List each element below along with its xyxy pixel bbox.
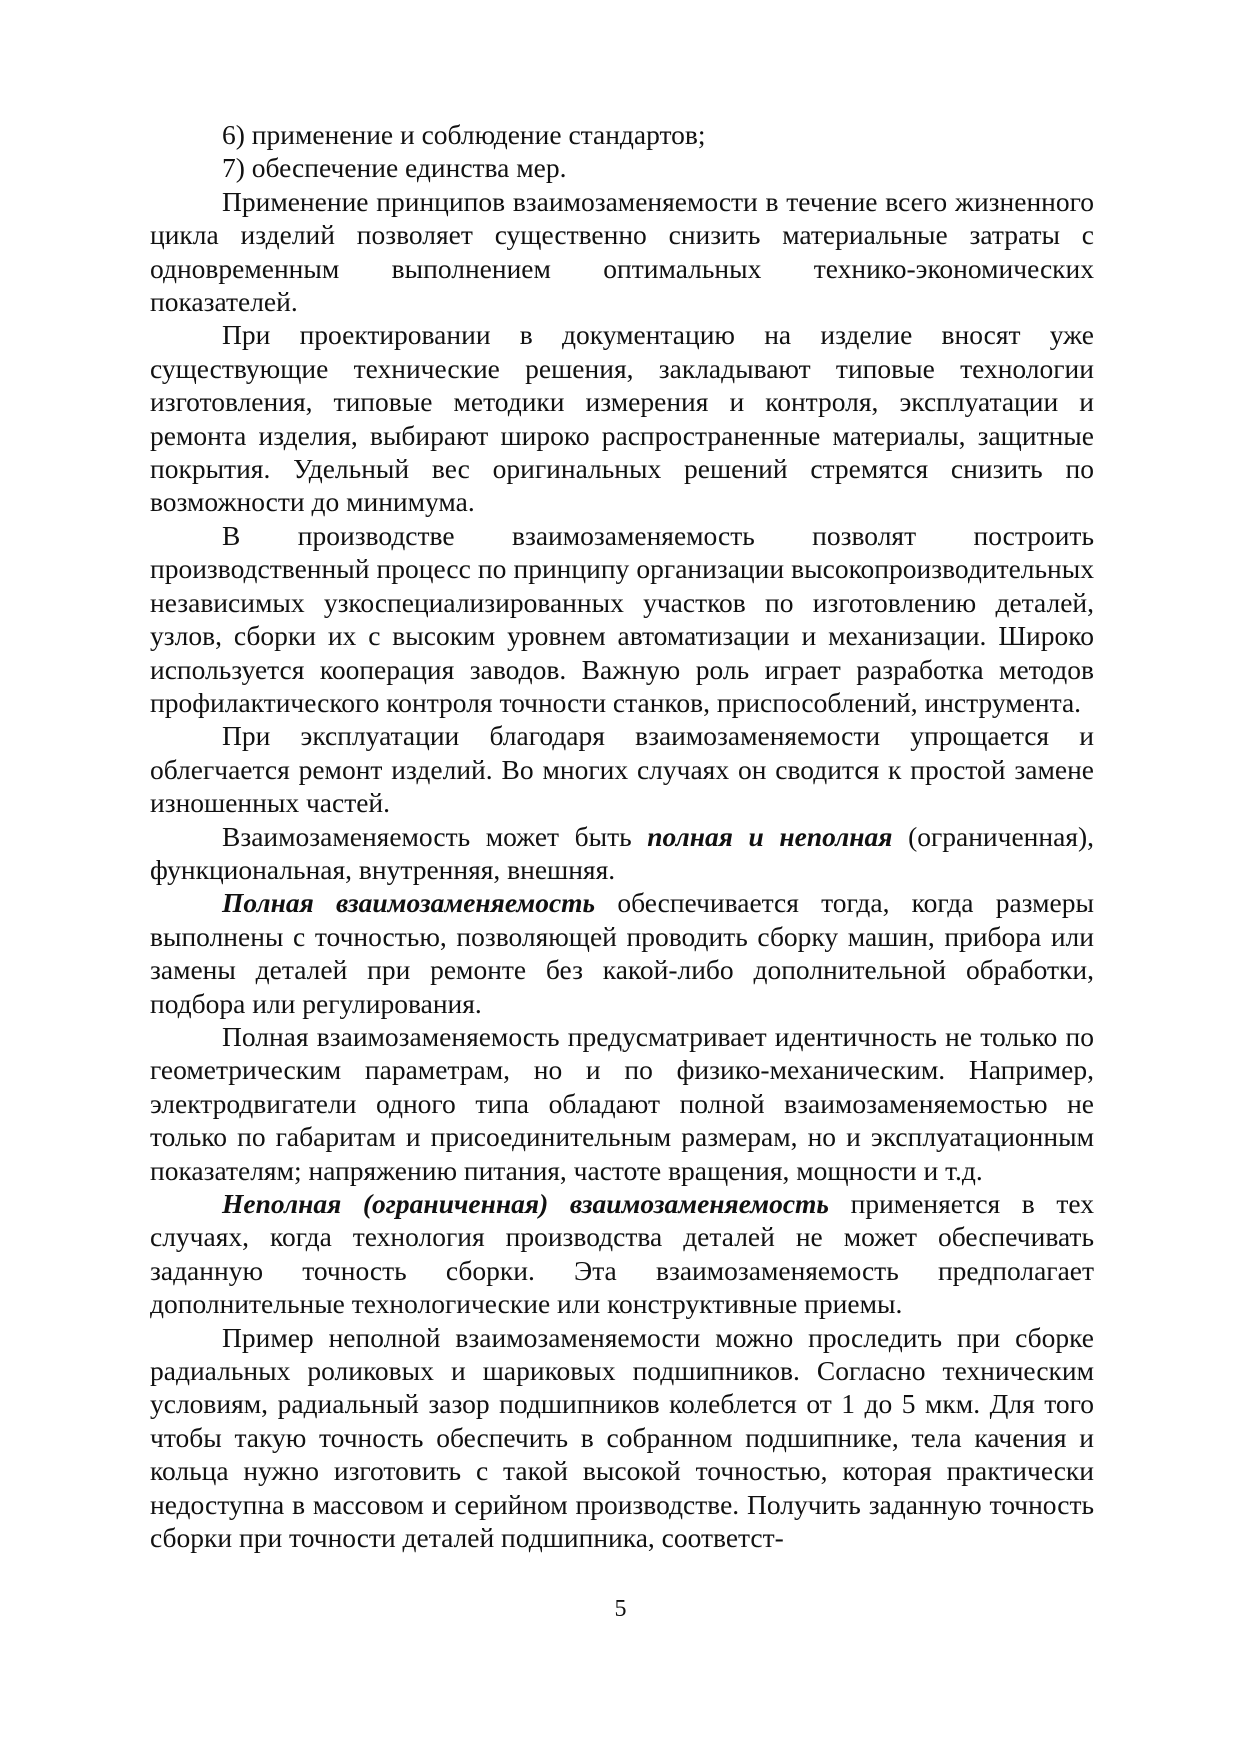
types-trail-text: (ограниченная), функциональная, внутренняя, внешняя. <box>150 820 1094 885</box>
types-lead-text: Взаимозаменяемость может быть <box>222 820 648 852</box>
paragraph-lifecycle: Применение принципов взаимозаменяемости в течение всего жизненного цикла изделий позволяет существенно снизить материальные затраты с одновременным выполнением оптимальных технико-экономических показателей. <box>150 185 1094 318</box>
page-number: 5 <box>614 1596 627 1622</box>
paragraph-bearing-example: Пример неполной взаимозаменяемости можно проследить при сборке радиальных роликовых и шариковых подшипников. Согласно техническим условиям, радиальный зазор подшипников колеблется от 1 до 5 мкм. Для того чтобы такую точность обеспечить в собранном подшипнике, тела качения и кольца нужно изготовить с такой высокой точностью, которая практически недоступна в массовом и серийном производстве. Получить заданную точность сборки при точности деталей подшипника, соответст- <box>150 1321 1094 1554</box>
paragraph-operation: При эксплуатации благодаря взаимозаменяемости упрощается и облегчается ремонт изделий. Во многих случаях он сводится к простой замене изношенных частей. <box>150 720 1094 819</box>
list-item-7: 7) обеспечение единства мер. <box>222 152 567 184</box>
partial-interchangeability-term: Неполная (ограниченная) взаимозаменяемость <box>222 1188 829 1219</box>
types-emphasis: полная и неполная <box>647 820 893 852</box>
full-interchangeability-text: обеспечивается тогда, когда размеры выполнены с точностью, позволяющей проводить сборку машин, прибора или замены деталей при ремонте без какой-либо дополнительной обработки, подбора или регулирования. <box>150 887 1094 1019</box>
paragraph-full-identity: Полная взаимозаменяемость предусматривает идентичность не только по геометрическим параметрам, но и по физико-механическим. Например, электродвигатели одного типа обладают полной взаимозаменяемостью не только по габаритам и присоединительным размерам, но и эксплуатационным показателям; напряжению питания, частоте вращения, мощности и т.д. <box>150 1020 1094 1186</box>
paragraph-partial-interchangeability <box>150 1187 1094 1321</box>
full-interchangeability-term: Полная взаимозаменяемость <box>222 887 596 919</box>
paragraph-production: В производстве взаимозаменяемость позволят построить производственный процесс по принципу организации высокопроизводительных независимых узкоспециализированных участков по изготовлению деталей, узлов, сборки их с высоким уровнем автоматизации и механизации. Широко используется кооперация заводов. Важную роль играет разработка методов профилактического контроля точности станков, приспособлений, инструмента. <box>150 519 1094 718</box>
paragraph-types <box>150 820 1094 887</box>
list-item-6: 6) применение и соблюдение стандартов; <box>222 119 706 150</box>
paragraph-design: При проектировании в документацию на изделие вносят уже существующие технические решения, закладывают типовые технологии изготовления, типовые методики измерения и контроля, эксплуатации и ремонта изделия, выбирают широко распространенные материалы, защитные покрытия. Удельный вес оригинальных решений стремятся снизить по возможности до минимума. <box>150 319 1094 518</box>
body-text <box>150 118 1094 1554</box>
paragraph-full-interchangeability <box>150 886 1094 1020</box>
partial-interchangeability-text: применяется в тех случаях, когда технология производства деталей не может обеспечивать заданную точность сборки. Эта взаимозаменяемость предполагает дополнительные технологические или конструктивные приемы. <box>150 1188 1094 1320</box>
